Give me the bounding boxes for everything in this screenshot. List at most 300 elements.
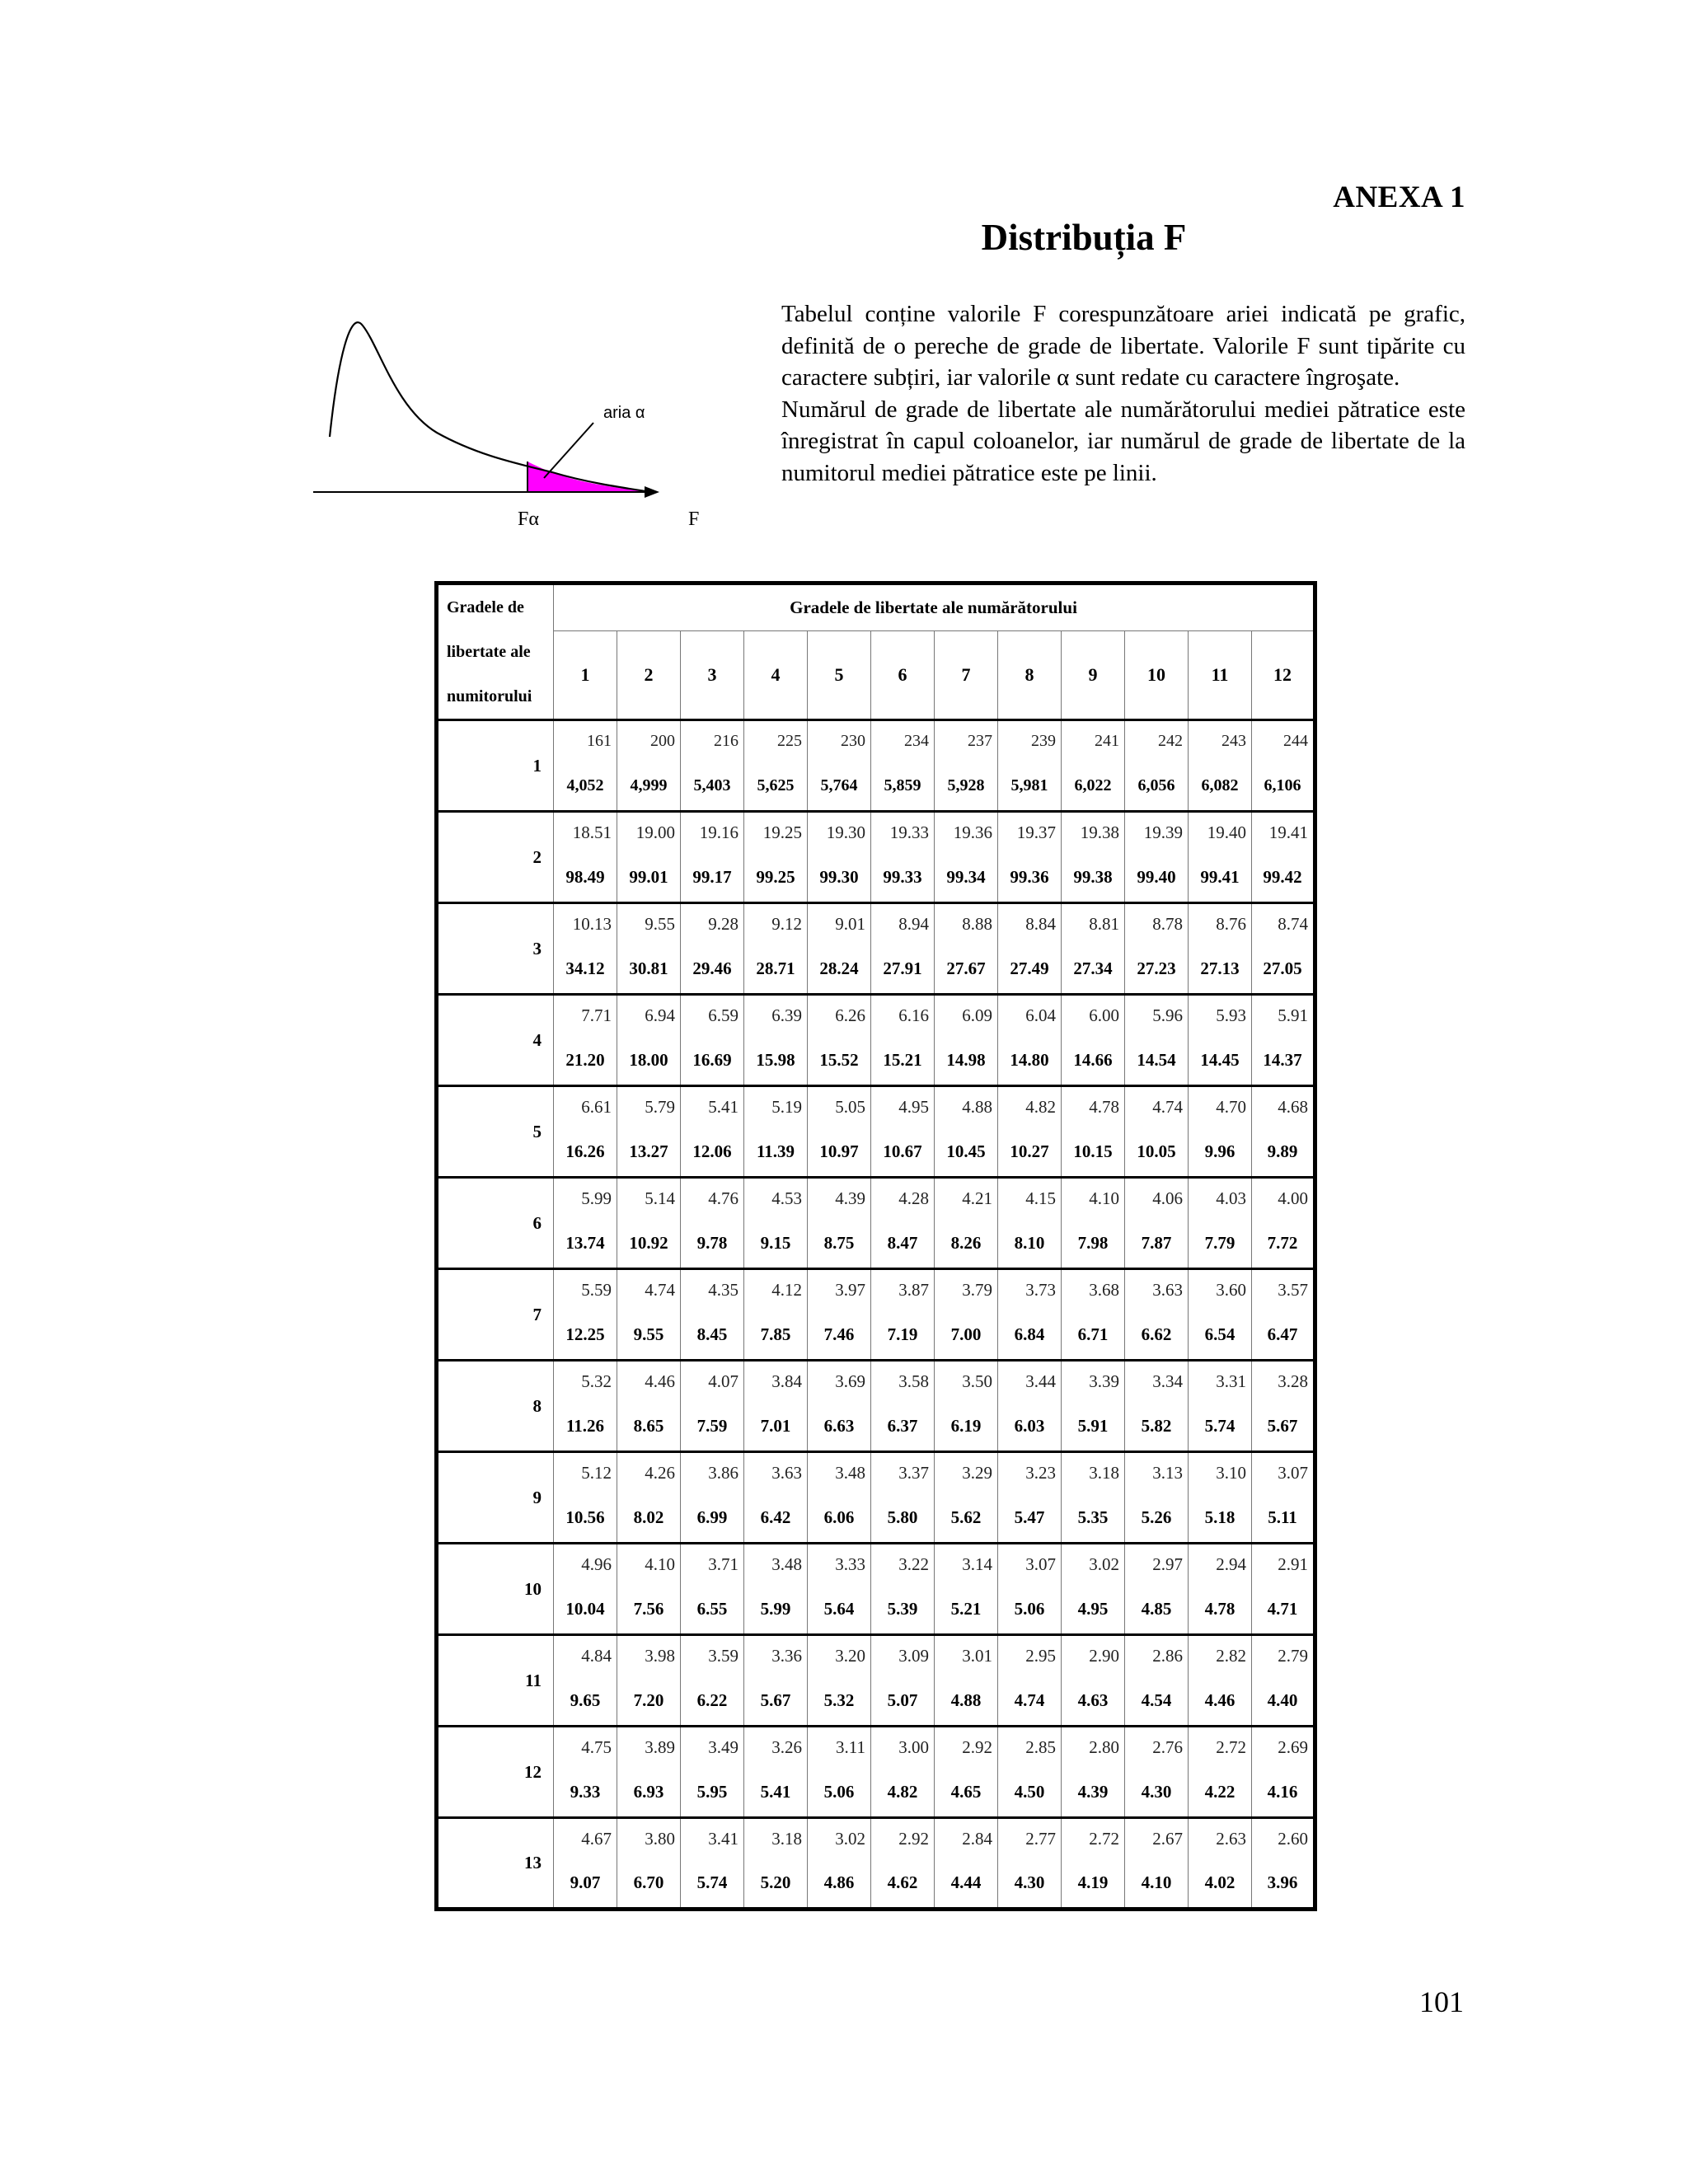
- f-value-cell: 2.92: [935, 1727, 998, 1768]
- f-value-cell: 7.71: [554, 995, 617, 1036]
- alpha-value-cell: 4.86: [808, 1859, 871, 1910]
- alpha-value-cell: 15.21: [871, 1036, 935, 1086]
- f-value-cell: 3.48: [808, 1452, 871, 1493]
- alpha-value-cell: 99.40: [1125, 853, 1189, 903]
- f-value-cell: 239: [998, 720, 1062, 762]
- alpha-value-cell: 4.74: [998, 1676, 1062, 1727]
- alpha-value-cell: 6.06: [808, 1493, 871, 1544]
- f-value-cell: 9.28: [681, 903, 744, 944]
- f-value-cell: 2.69: [1252, 1727, 1315, 1768]
- f-value-cell: 19.38: [1062, 812, 1125, 853]
- f-value-cell: 4.26: [617, 1452, 681, 1493]
- f-value-cell: 3.80: [617, 1818, 681, 1859]
- alpha-value-cell: 6.03: [998, 1402, 1062, 1452]
- alpha-value-cell: 6.63: [808, 1402, 871, 1452]
- alpha-value-cell: 13.74: [554, 1219, 617, 1269]
- alpha-value-cell: 4,052: [554, 762, 617, 812]
- alpha-value-cell: 4.02: [1189, 1859, 1252, 1910]
- alpha-value-cell: 7.59: [681, 1402, 744, 1452]
- f-value-cell: 19.36: [935, 812, 998, 853]
- f-value-cell: 4.70: [1189, 1086, 1252, 1127]
- alpha-value-cell: 6.19: [935, 1402, 998, 1452]
- alpha-value-cell: 99.34: [935, 853, 998, 903]
- column-number-6: 6: [871, 631, 935, 720]
- table-row: [437, 1493, 1315, 1544]
- f-value-cell: 5.93: [1189, 995, 1252, 1036]
- f-value-cell: 3.63: [744, 1452, 808, 1493]
- alpha-value-cell: 15.98: [744, 1036, 808, 1086]
- alpha-value-cell: 14.80: [998, 1036, 1062, 1086]
- alpha-value-cell: 99.36: [998, 853, 1062, 903]
- f-value-cell: 5.32: [554, 1361, 617, 1402]
- f-value-cell: 9.55: [617, 903, 681, 944]
- alpha-value-cell: 14.45: [1189, 1036, 1252, 1086]
- f-value-cell: 2.90: [1062, 1635, 1125, 1676]
- alpha-value-cell: 6.93: [617, 1768, 681, 1818]
- f-value-cell: 6.94: [617, 995, 681, 1036]
- alpha-value-cell: 4.63: [1062, 1676, 1125, 1727]
- f-value-cell: 216: [681, 720, 744, 762]
- f-value-cell: 5.59: [554, 1269, 617, 1310]
- alpha-value-cell: 4.16: [1252, 1768, 1315, 1818]
- f-value-cell: 18.51: [554, 812, 617, 853]
- alpha-value-cell: 99.17: [681, 853, 744, 903]
- table-row: [437, 1676, 1315, 1727]
- alpha-value-cell: 27.91: [871, 944, 935, 995]
- f-value-cell: 161: [554, 720, 617, 762]
- f-value-cell: 3.34: [1125, 1361, 1189, 1402]
- f-value-cell: 3.20: [808, 1635, 871, 1676]
- f-value-cell: 2.82: [1189, 1635, 1252, 1676]
- annex-label: ANEXA 1: [1333, 180, 1465, 214]
- alpha-value-cell: 6,056: [1125, 762, 1189, 812]
- f-value-cell: 243: [1189, 720, 1252, 762]
- column-number-1: 1: [554, 631, 617, 720]
- f-value-cell: 3.48: [744, 1544, 808, 1585]
- alpha-value-cell: 10.27: [998, 1127, 1062, 1178]
- alpha-value-cell: 6.62: [1125, 1310, 1189, 1361]
- f-value-cell: 4.00: [1252, 1178, 1315, 1219]
- alpha-value-cell: 9.07: [554, 1859, 617, 1910]
- alpha-value-cell: 10.15: [1062, 1127, 1125, 1178]
- alpha-value-cell: 5.74: [681, 1859, 744, 1910]
- f-value-cell: 3.57: [1252, 1269, 1315, 1310]
- f-value-cell: 4.06: [1125, 1178, 1189, 1219]
- alpha-value-cell: 8.75: [808, 1219, 871, 1269]
- alpha-value-cell: 4.71: [1252, 1585, 1315, 1635]
- table-row: [437, 1544, 1315, 1585]
- row-label-3: 3: [437, 903, 554, 995]
- f-value-cell: 4.35: [681, 1269, 744, 1310]
- f-value-cell: 4.07: [681, 1361, 744, 1402]
- alpha-value-cell: 10.92: [617, 1219, 681, 1269]
- f-value-cell: 4.10: [617, 1544, 681, 1585]
- f-value-cell: 3.00: [871, 1727, 935, 1768]
- alpha-value-cell: 5,981: [998, 762, 1062, 812]
- alpha-value-cell: 5,859: [871, 762, 935, 812]
- column-number-3: 3: [681, 631, 744, 720]
- f-value-cell: 4.21: [935, 1178, 998, 1219]
- table-row: [437, 1036, 1315, 1086]
- f-value-cell: 2.63: [1189, 1818, 1252, 1859]
- table-row: [437, 1727, 1315, 1768]
- alpha-value-cell: 8.26: [935, 1219, 998, 1269]
- f-value-cell: 3.33: [808, 1544, 871, 1585]
- column-number-9: 9: [1062, 631, 1125, 720]
- f-value-cell: 3.18: [1062, 1452, 1125, 1493]
- f-value-cell: 5.99: [554, 1178, 617, 1219]
- table-row: [437, 812, 1315, 853]
- alpha-value-cell: 10.04: [554, 1585, 617, 1635]
- f-value-cell: 6.00: [1062, 995, 1125, 1036]
- f-value-cell: 3.44: [998, 1361, 1062, 1402]
- table-row: [437, 853, 1315, 903]
- table-row: [437, 1086, 1315, 1127]
- alpha-value-cell: 21.20: [554, 1036, 617, 1086]
- f-value-cell: 4.10: [1062, 1178, 1125, 1219]
- f-value-cell: 3.36: [744, 1635, 808, 1676]
- alpha-value-cell: 7.56: [617, 1585, 681, 1635]
- alpha-value-cell: 7.85: [744, 1310, 808, 1361]
- f-value-cell: 4.53: [744, 1178, 808, 1219]
- f-value-cell: 8.78: [1125, 903, 1189, 944]
- row-label-5: 5: [437, 1086, 554, 1178]
- f-value-cell: 4.76: [681, 1178, 744, 1219]
- alpha-value-cell: 98.49: [554, 853, 617, 903]
- intro-paragraph-2: Numărul de grade de libertate ale numărătorului mediei pătratice este înregistrat în capul coloanelor, iar numărul de grade de libertate de la numitorul mediei pătratice este pe linii.: [781, 396, 1465, 486]
- alpha-value-cell: 5.26: [1125, 1493, 1189, 1544]
- alpha-value-cell: 99.33: [871, 853, 935, 903]
- table-row: [437, 1310, 1315, 1361]
- f-value-cell: 4.74: [1125, 1086, 1189, 1127]
- alpha-value-cell: 4.65: [935, 1768, 998, 1818]
- alpha-value-cell: 15.52: [808, 1036, 871, 1086]
- f-value-cell: 4.95: [871, 1086, 935, 1127]
- f-value-cell: 8.88: [935, 903, 998, 944]
- alpha-value-cell: 6.37: [871, 1402, 935, 1452]
- f-value-cell: 3.84: [744, 1361, 808, 1402]
- alpha-value-cell: 9.96: [1189, 1127, 1252, 1178]
- f-value-cell: 19.40: [1189, 812, 1252, 853]
- f-distribution-table: [434, 581, 1317, 1911]
- f-value-cell: 3.14: [935, 1544, 998, 1585]
- column-number-4: 4: [744, 631, 808, 720]
- alpha-value-cell: 28.71: [744, 944, 808, 995]
- f-value-cell: 200: [617, 720, 681, 762]
- f-value-cell: 8.94: [871, 903, 935, 944]
- alpha-value-cell: 99.01: [617, 853, 681, 903]
- f-value-cell: 6.26: [808, 995, 871, 1036]
- row-label-2: 2: [437, 812, 554, 903]
- alpha-value-cell: 14.37: [1252, 1036, 1315, 1086]
- column-number-10: 10: [1125, 631, 1189, 720]
- alpha-value-cell: 28.24: [808, 944, 871, 995]
- alpha-value-cell: 6.71: [1062, 1310, 1125, 1361]
- alpha-value-cell: 6,022: [1062, 762, 1125, 812]
- alpha-value-cell: 9.55: [617, 1310, 681, 1361]
- row-label-9: 9: [437, 1452, 554, 1544]
- alpha-value-cell: 4.46: [1189, 1676, 1252, 1727]
- f-value-cell: 2.92: [871, 1818, 935, 1859]
- table-row: [437, 1635, 1315, 1676]
- alpha-value-cell: 9.33: [554, 1768, 617, 1818]
- area-pointer: [544, 423, 593, 478]
- f-value-cell: 3.68: [1062, 1269, 1125, 1310]
- row-label-10: 10: [437, 1544, 554, 1635]
- alpha-value-cell: 7.00: [935, 1310, 998, 1361]
- f-distribution-graph: [305, 309, 717, 544]
- alpha-value-cell: 8.65: [617, 1402, 681, 1452]
- alpha-value-cell: 11.26: [554, 1402, 617, 1452]
- alpha-value-cell: 7.98: [1062, 1219, 1125, 1269]
- f-value-cell: 225: [744, 720, 808, 762]
- f-value-cell: 4.39: [808, 1178, 871, 1219]
- f-value-cell: 237: [935, 720, 998, 762]
- f-value-cell: 2.79: [1252, 1635, 1315, 1676]
- alpha-value-cell: 5.06: [998, 1585, 1062, 1635]
- alpha-value-cell: 7.20: [617, 1676, 681, 1727]
- f-value-cell: 10.13: [554, 903, 617, 944]
- f-value-cell: 19.25: [744, 812, 808, 853]
- f-value-cell: 3.13: [1125, 1452, 1189, 1493]
- alpha-value-cell: 5.91: [1062, 1402, 1125, 1452]
- row-label-7: 7: [437, 1269, 554, 1361]
- alpha-value-cell: 4.54: [1125, 1676, 1189, 1727]
- f-value-cell: 3.02: [808, 1818, 871, 1859]
- row-header-line-1: Gradele de: [447, 598, 524, 616]
- f-value-cell: 5.12: [554, 1452, 617, 1493]
- f-value-cell: 19.30: [808, 812, 871, 853]
- alpha-value-cell: 6.54: [1189, 1310, 1252, 1361]
- f-alpha-label: Fα: [518, 509, 539, 530]
- table-row: [437, 1402, 1315, 1452]
- f-value-cell: 5.91: [1252, 995, 1315, 1036]
- f-value-cell: 2.67: [1125, 1818, 1189, 1859]
- alpha-value-cell: 99.41: [1189, 853, 1252, 903]
- alpha-value-cell: 27.23: [1125, 944, 1189, 995]
- f-axis-label: F: [688, 509, 700, 530]
- f-value-cell: 3.58: [871, 1361, 935, 1402]
- column-header: Gradele de libertate ale numărătorului: [554, 583, 1315, 631]
- f-value-cell: 6.04: [998, 995, 1062, 1036]
- alpha-value-cell: 5.74: [1189, 1402, 1252, 1452]
- alpha-value-cell: 4.50: [998, 1768, 1062, 1818]
- f-value-cell: 8.74: [1252, 903, 1315, 944]
- f-value-cell: 3.26: [744, 1727, 808, 1768]
- alpha-value-cell: 4.82: [871, 1768, 935, 1818]
- alpha-value-cell: 9.89: [1252, 1127, 1315, 1178]
- alpha-value-cell: 14.66: [1062, 1036, 1125, 1086]
- f-value-cell: 19.37: [998, 812, 1062, 853]
- f-value-cell: 3.79: [935, 1269, 998, 1310]
- alpha-value-cell: 5,403: [681, 762, 744, 812]
- f-value-cell: 3.73: [998, 1269, 1062, 1310]
- alpha-value-cell: 10.45: [935, 1127, 998, 1178]
- alpha-value-cell: 29.46: [681, 944, 744, 995]
- table-row: [437, 1178, 1315, 1219]
- alpha-value-cell: 7.01: [744, 1402, 808, 1452]
- intro-paragraph-1: Tabelul conține valorile F corespunzătoare ariei indicată pe grafic, definită de o pereche de grade de libertate. Valorile F sunt tipărite cu caractere subțiri, iar valorile α sunt redate cu caractere îngroşate.: [781, 301, 1465, 391]
- f-value-cell: 242: [1125, 720, 1189, 762]
- alpha-value-cell: 12.06: [681, 1127, 744, 1178]
- table-row: [437, 720, 1315, 762]
- alpha-value-cell: 34.12: [554, 944, 617, 995]
- f-value-cell: 3.39: [1062, 1361, 1125, 1402]
- alpha-value-cell: 5.47: [998, 1493, 1062, 1544]
- f-value-cell: 4.46: [617, 1361, 681, 1402]
- alpha-value-cell: 4.30: [998, 1859, 1062, 1910]
- f-value-cell: 4.12: [744, 1269, 808, 1310]
- alpha-value-cell: 9.78: [681, 1219, 744, 1269]
- alpha-value-cell: 4.78: [1189, 1585, 1252, 1635]
- alpha-value-cell: 4.10: [1125, 1859, 1189, 1910]
- alpha-value-cell: 4.62: [871, 1859, 935, 1910]
- alpha-value-cell: 99.42: [1252, 853, 1315, 903]
- f-value-cell: 2.91: [1252, 1544, 1315, 1585]
- row-label-12: 12: [437, 1727, 554, 1818]
- row-header-line-3: numitorului: [447, 687, 532, 705]
- column-number-7: 7: [935, 631, 998, 720]
- f-value-cell: 3.09: [871, 1635, 935, 1676]
- column-number-11: 11: [1189, 631, 1252, 720]
- f-value-cell: 3.37: [871, 1452, 935, 1493]
- table-row: [437, 1818, 1315, 1859]
- table-row: [437, 1219, 1315, 1269]
- row-label-6: 6: [437, 1178, 554, 1269]
- alpha-value-cell: 7.79: [1189, 1219, 1252, 1269]
- f-value-cell: 3.89: [617, 1727, 681, 1768]
- alpha-value-cell: 5.80: [871, 1493, 935, 1544]
- f-value-cell: 3.07: [1252, 1452, 1315, 1493]
- alpha-value-cell: 5,764: [808, 762, 871, 812]
- alpha-value-cell: 6,082: [1189, 762, 1252, 812]
- alpha-value-cell: 8.10: [998, 1219, 1062, 1269]
- page-title: Distribuția F: [981, 217, 1187, 258]
- alpha-value-cell: 5.11: [1252, 1493, 1315, 1544]
- f-value-cell: 9.01: [808, 903, 871, 944]
- alpha-value-cell: 7.72: [1252, 1219, 1315, 1269]
- column-number-12: 12: [1252, 631, 1315, 720]
- column-number-5: 5: [808, 631, 871, 720]
- f-value-cell: 9.12: [744, 903, 808, 944]
- f-value-cell: 3.07: [998, 1544, 1062, 1585]
- alpha-value-cell: 7.87: [1125, 1219, 1189, 1269]
- alpha-value-cell: 7.19: [871, 1310, 935, 1361]
- f-value-cell: 2.76: [1125, 1727, 1189, 1768]
- f-value-cell: 3.23: [998, 1452, 1062, 1493]
- f-value-cell: 241: [1062, 720, 1125, 762]
- f-value-cell: 4.28: [871, 1178, 935, 1219]
- intro-text: [781, 298, 1465, 489]
- alpha-value-cell: 6.42: [744, 1493, 808, 1544]
- row-label-13: 13: [437, 1818, 554, 1910]
- f-value-cell: 3.41: [681, 1818, 744, 1859]
- f-value-cell: 2.72: [1189, 1727, 1252, 1768]
- alpha-value-cell: 4.95: [1062, 1585, 1125, 1635]
- f-value-cell: 4.78: [1062, 1086, 1125, 1127]
- alpha-value-cell: 5.39: [871, 1585, 935, 1635]
- alpha-value-cell: 3.96: [1252, 1859, 1315, 1910]
- alpha-value-cell: 5,625: [744, 762, 808, 812]
- f-value-cell: 3.71: [681, 1544, 744, 1585]
- column-number-8: 8: [998, 631, 1062, 720]
- alpha-value-cell: 5.20: [744, 1859, 808, 1910]
- f-value-cell: 2.95: [998, 1635, 1062, 1676]
- alpha-value-cell: 4.44: [935, 1859, 998, 1910]
- row-label-1: 1: [437, 720, 554, 812]
- f-value-cell: 2.77: [998, 1818, 1062, 1859]
- alpha-value-cell: 12.25: [554, 1310, 617, 1361]
- alpha-value-cell: 5.41: [744, 1768, 808, 1818]
- alpha-value-cell: 18.00: [617, 1036, 681, 1086]
- alpha-value-cell: 99.25: [744, 853, 808, 903]
- f-value-cell: 6.09: [935, 995, 998, 1036]
- alpha-value-cell: 9.65: [554, 1676, 617, 1727]
- alpha-value-cell: 27.34: [1062, 944, 1125, 995]
- alpha-value-cell: 11.39: [744, 1127, 808, 1178]
- f-value-cell: 2.86: [1125, 1635, 1189, 1676]
- alpha-value-cell: 4.88: [935, 1676, 998, 1727]
- alpha-value-cell: 8.45: [681, 1310, 744, 1361]
- alpha-value-cell: 5.35: [1062, 1493, 1125, 1544]
- f-value-cell: 2.94: [1189, 1544, 1252, 1585]
- f-value-cell: 6.39: [744, 995, 808, 1036]
- f-value-cell: 3.59: [681, 1635, 744, 1676]
- alpha-value-cell: 5.95: [681, 1768, 744, 1818]
- alpha-value-cell: 5,928: [935, 762, 998, 812]
- f-value-cell: 3.50: [935, 1361, 998, 1402]
- f-value-cell: 3.49: [681, 1727, 744, 1768]
- alpha-value-cell: 6.55: [681, 1585, 744, 1635]
- alpha-value-cell: 4.40: [1252, 1676, 1315, 1727]
- f-value-cell: 3.63: [1125, 1269, 1189, 1310]
- f-value-cell: 2.72: [1062, 1818, 1125, 1859]
- alpha-value-cell: 13.27: [617, 1127, 681, 1178]
- alpha-value-cell: 10.56: [554, 1493, 617, 1544]
- alpha-value-cell: 4.30: [1125, 1768, 1189, 1818]
- f-value-cell: 3.22: [871, 1544, 935, 1585]
- alpha-value-cell: 5.99: [744, 1585, 808, 1635]
- f-value-cell: 5.79: [617, 1086, 681, 1127]
- alpha-value-cell: 14.98: [935, 1036, 998, 1086]
- f-value-cell: 3.29: [935, 1452, 998, 1493]
- row-header: [437, 583, 554, 720]
- row-label-8: 8: [437, 1361, 554, 1452]
- f-value-cell: 19.39: [1125, 812, 1189, 853]
- alpha-value-cell: 5.07: [871, 1676, 935, 1727]
- f-value-cell: 2.85: [998, 1727, 1062, 1768]
- alpha-value-cell: 6.22: [681, 1676, 744, 1727]
- alpha-value-cell: 5.32: [808, 1676, 871, 1727]
- f-value-cell: 4.03: [1189, 1178, 1252, 1219]
- f-value-cell: 4.74: [617, 1269, 681, 1310]
- f-value-cell: 3.01: [935, 1635, 998, 1676]
- f-value-cell: 3.87: [871, 1269, 935, 1310]
- f-value-cell: 3.18: [744, 1818, 808, 1859]
- f-value-cell: 19.41: [1252, 812, 1315, 853]
- f-value-cell: 3.60: [1189, 1269, 1252, 1310]
- f-value-cell: 8.76: [1189, 903, 1252, 944]
- f-value-cell: 5.19: [744, 1086, 808, 1127]
- alpha-value-cell: 5.06: [808, 1768, 871, 1818]
- f-value-cell: 19.33: [871, 812, 935, 853]
- alpha-value-cell: 5.18: [1189, 1493, 1252, 1544]
- alpha-value-cell: 5.62: [935, 1493, 998, 1544]
- alpha-value-cell: 7.46: [808, 1310, 871, 1361]
- f-value-cell: 8.84: [998, 903, 1062, 944]
- area-label: aria α: [603, 404, 645, 422]
- f-value-cell: 2.97: [1125, 1544, 1189, 1585]
